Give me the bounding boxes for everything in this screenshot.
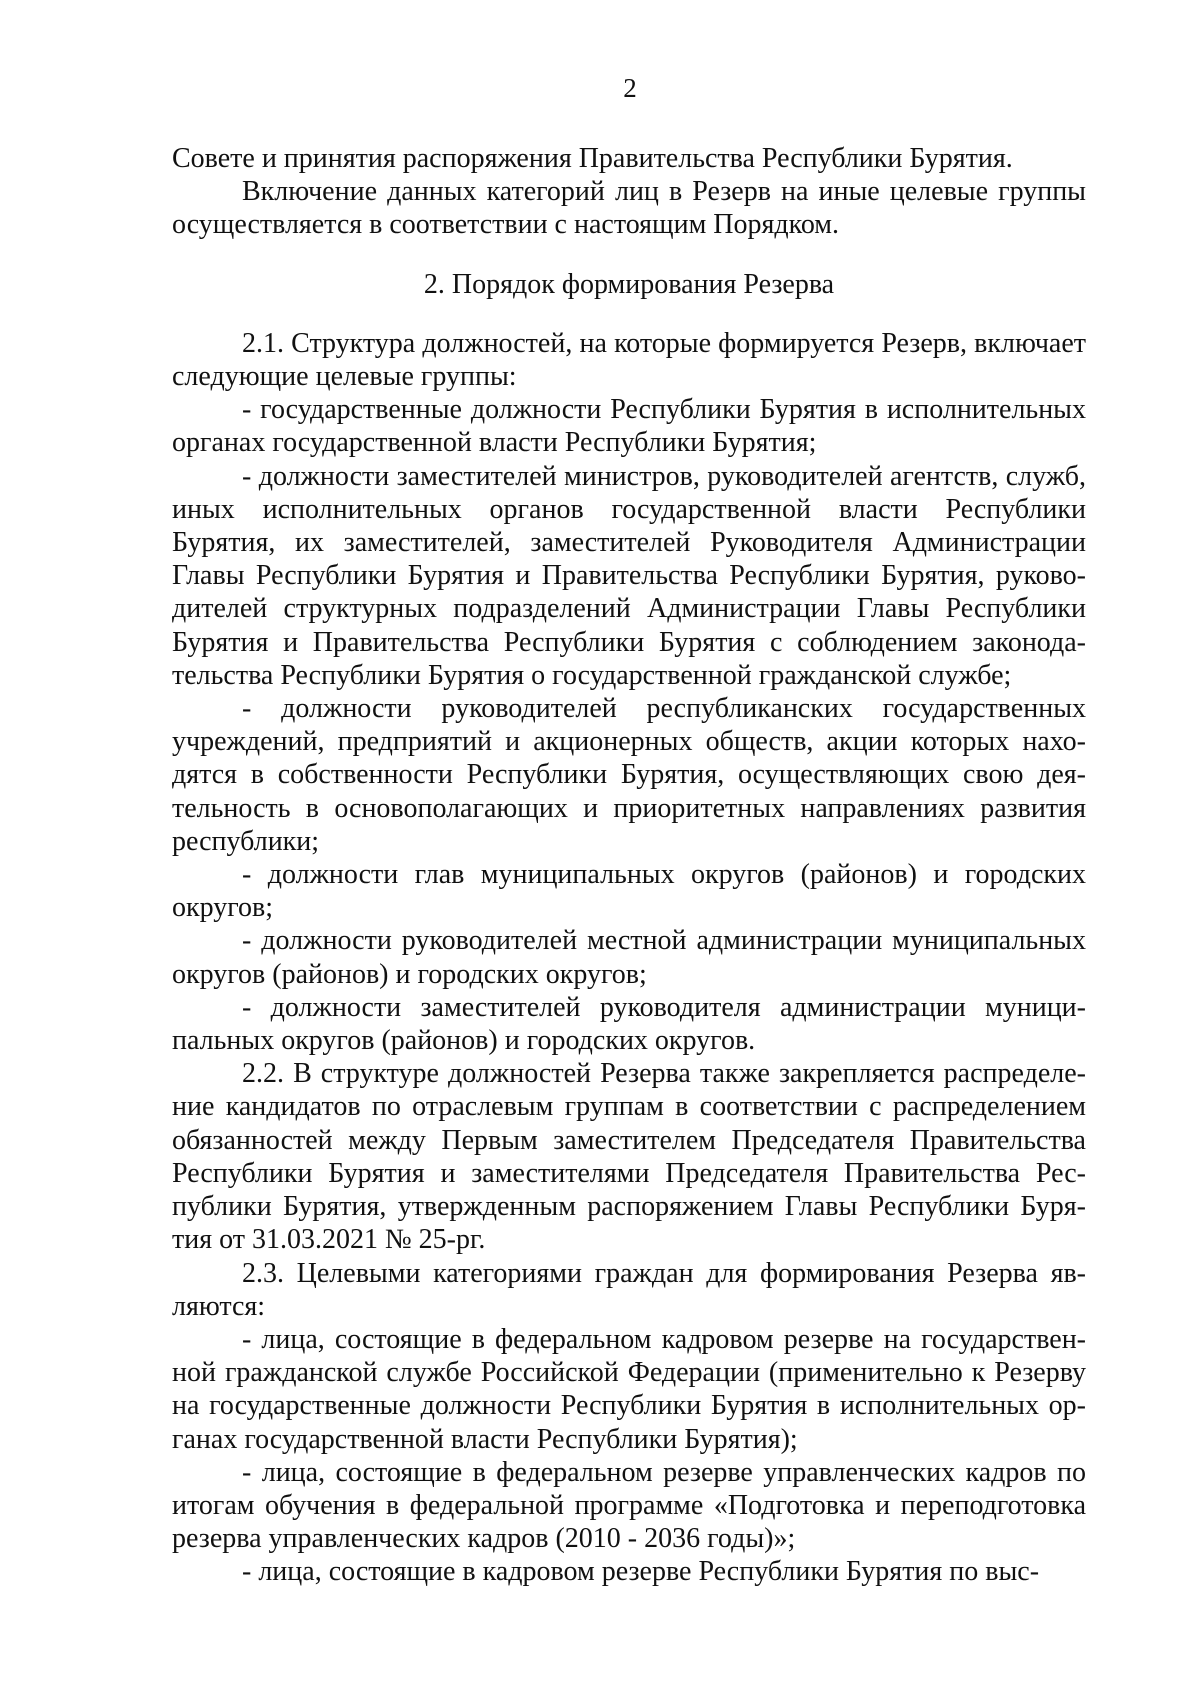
continuation-paragraph: Совете и принятия распоряжения Правительства Республики Бурятия.: [172, 143, 1013, 174]
section-heading: 2. Порядок формирования Резерва: [423, 268, 835, 300]
list-item-state-positions: - государственные должности Республики Бурятия в исполнительных органах государственной власти Республики Бурятия;: [172, 394, 1086, 459]
list-item-deputy-admin-heads: - должности заместителей руководителя администрации муниципальных округов (районов) и городских округов.: [172, 991, 1086, 1057]
paragraph-2-2: 2.2. В структуре должностей Резерва также закрепляется распределение кандидатов по отраслевым группам в соответствии с распределением обязанностей между Первым заместителем Председателя Правительства Республики Бурятия и заместителями Председателя Правительства Республики Бурятия, утвержденным распоряжением Главы Республики Бурятия от 31.03.2021 № 25-рг.: [172, 1058, 1086, 1256]
list-item-deputy-ministers: - должности заместителей министров, руководителей агентств, служб, иных исполнительных органов государственной власти Республики Бурятия, их заместителей, заместителей Руководителя Администрации Главы Республики Бурятия и Правительства Республики Бурятия, руководителей структурных подразделений Администрации Главы Республики Бурятия и Правительства Республики Бурятия с соблюдением законодательства Республики Бурятия о государственной гражданской службе;: [172, 460, 1086, 691]
paragraph-2-3: 2.3. Целевыми категориями граждан для формирования Резерва являются:: [172, 1257, 1086, 1322]
page-number: 2: [623, 73, 637, 103]
list-item-federal-management-reserve: - лица, состоящие в федеральном резерве управленческих кадров по итогам обучения в федеральной программе «Подготовка и переподготовка резерва управленческих кадров (2010 - 2036 годы)»;: [172, 1456, 1086, 1555]
list-item-federal-reserve: - лица, состоящие в федеральном кадровом резерве на государственной гражданской службе Российской Федерации (применительно к Резерву на государственные должности Республики Бурятия в исполнительных органах государственной власти Республики Бурятия);: [172, 1323, 1086, 1455]
list-item-regional-reserve: - лица, состоящие в кадровом резерве Республики Бурятия по выс-: [242, 1556, 1040, 1588]
document-body: [172, 142, 1086, 1589]
list-item-municipal-heads: - должности глав муниципальных округов (районов) и городских округов;: [172, 859, 1086, 924]
list-item-local-admin-heads: - должности руководителей местной администрации муниципальных округов (районов) и городских округов;: [172, 925, 1086, 990]
paragraph-2-1: 2.1. Структура должностей, на которые формируется Резерв, включает следующие целевые группы:: [172, 327, 1086, 393]
list-item-institution-heads: - должности руководителей республиканских государственных учреждений, предприятий и акционерных обществ, акции которых находятся в собственности Республики Бурятия, осуществляющих свою деятельность в основополагающих и приоритетных направлениях развития республики;: [172, 693, 1086, 857]
inclusion-paragraph: Включение данных категорий лиц в Резерв на иные целевые группы осуществляется в соответствии с настоящим Порядком.: [172, 176, 1086, 241]
